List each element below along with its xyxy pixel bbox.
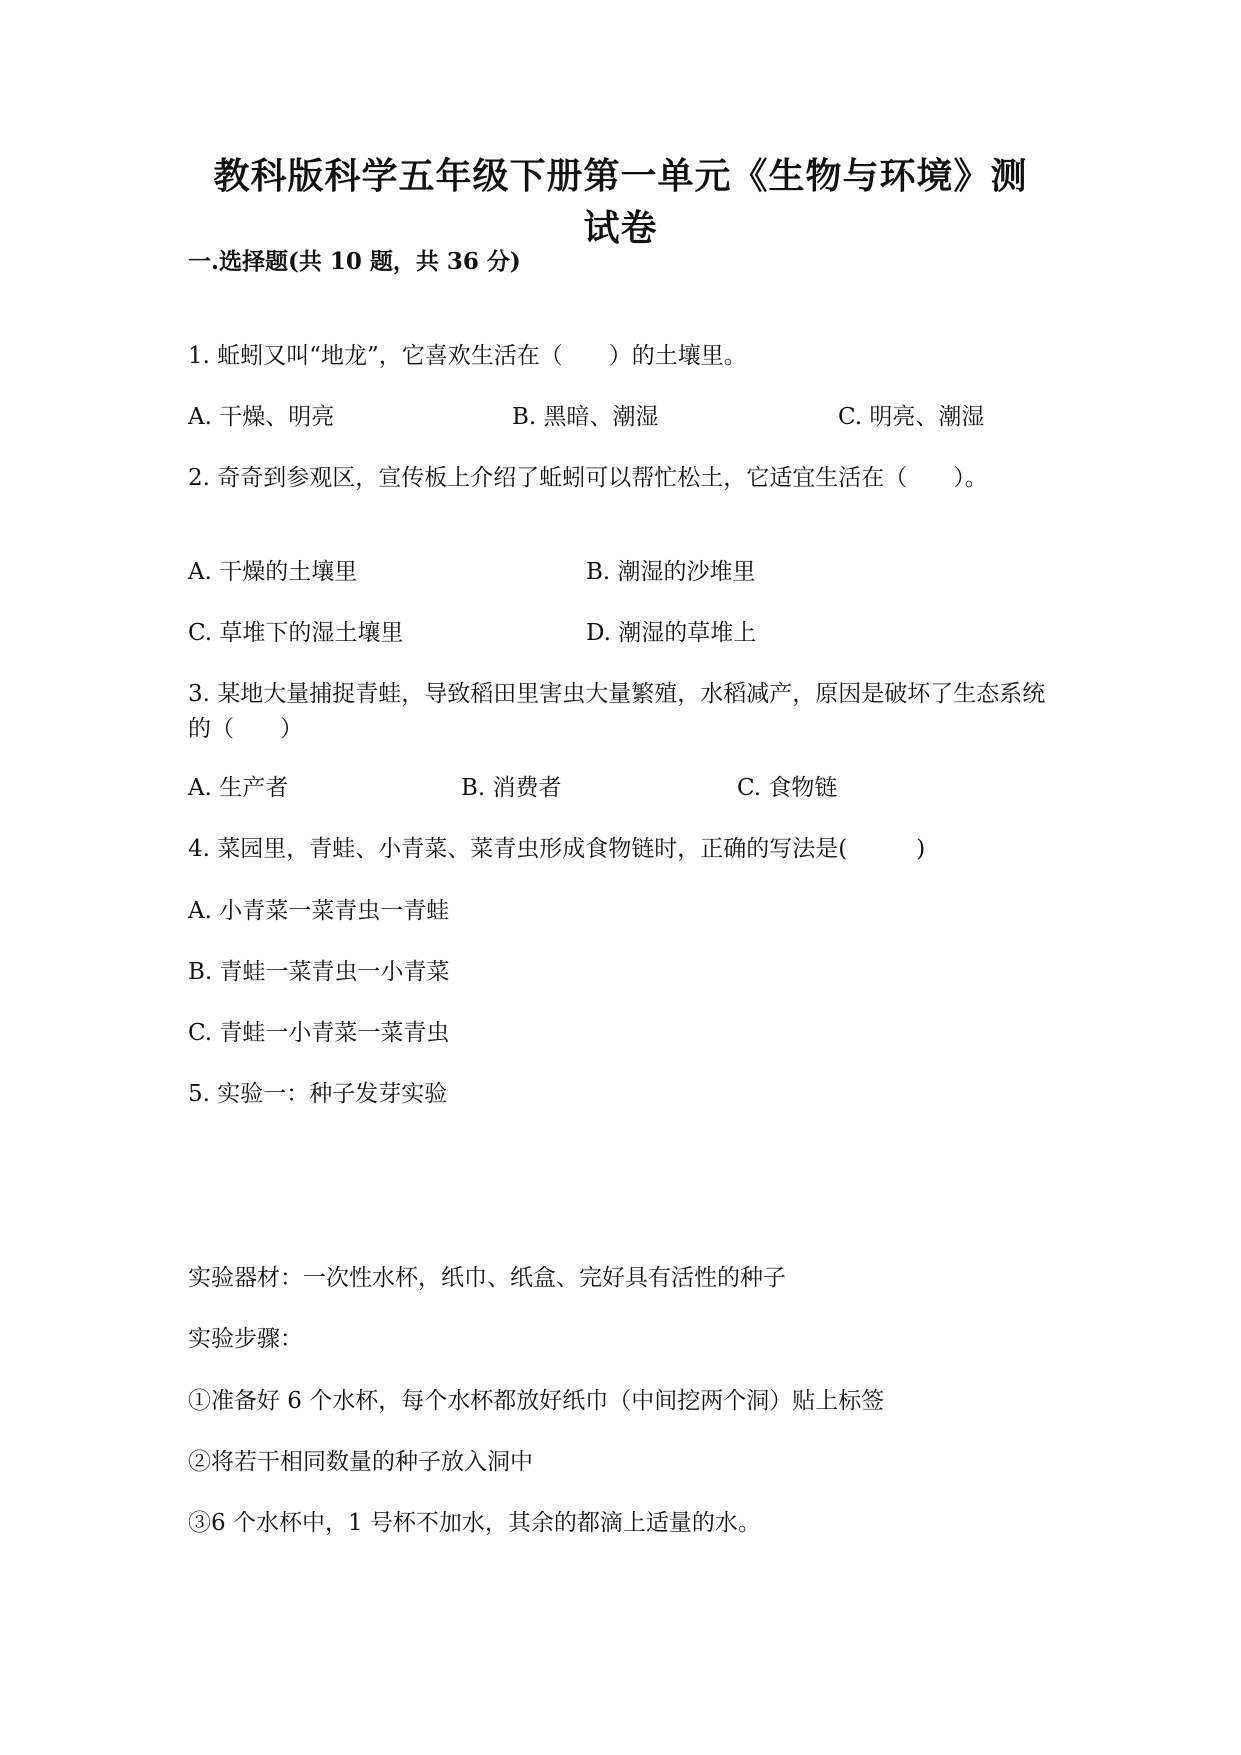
question-2-option-d: D. 潮湿的草堆上 xyxy=(586,620,757,646)
question-2-option-a: A. 干燥的土壤里 xyxy=(188,559,358,585)
question-4-option-c: C. 青蛙一小青菜一菜青虫 xyxy=(188,1020,450,1046)
question-1-option-c: C. 明亮、潮湿 xyxy=(838,404,985,430)
experiment-step-2: ②将若干相同数量的种子放入洞中 xyxy=(188,1449,533,1475)
title-line-2: 试卷 xyxy=(583,207,658,249)
question-1-option-a: A. 干燥、明亮 xyxy=(188,404,335,430)
document-title xyxy=(150,150,1091,254)
section-heading: 一.选择题(共 10 题，共 36 分) xyxy=(188,248,521,275)
question-1-stem: 1. 蚯蚓又叫“地龙”，它喜欢生活在（ ）的土壤里。 xyxy=(188,343,747,369)
title-line-1: 教科版科学五年级下册第一单元《生物与环境》测 xyxy=(213,155,1028,197)
question-3-option-c: C. 食物链 xyxy=(737,775,838,801)
question-4-option-a: A. 小青菜一菜青虫一青蛙 xyxy=(188,898,450,924)
question-3-option-b: B. 消费者 xyxy=(461,775,562,801)
question-2-option-b: B. 潮湿的沙堆里 xyxy=(586,559,756,585)
question-1-option-b: B. 黑暗、潮湿 xyxy=(512,404,659,430)
question-3-stem: 3. 某地大量捕捉青蛙，导致稻田里害虫大量繁殖，水稻减产，原因是破坏了生态系统的（ ） xyxy=(188,681,1046,742)
experiment-steps-label: 实验步骤： xyxy=(188,1326,303,1352)
question-5-stem: 5. 实验一：种子发芽实验 xyxy=(188,1081,448,1107)
question-2-stem: 2. 奇奇到参观区，宣传板上介绍了蚯蚓可以帮忙松土，它适宜生活在（ ）。 xyxy=(188,465,988,491)
question-4-option-b: B. 青蛙一菜青虫一小青菜 xyxy=(188,959,450,985)
question-4-stem: 4. 菜园里，青蛙、小青菜、菜青虫形成食物链时，正确的写法是( ) xyxy=(188,836,926,862)
question-3-option-a: A. 生产者 xyxy=(188,775,289,801)
experiment-step-3: ③6 个水杯中，1 号杯不加水，其余的都滴上适量的水。 xyxy=(188,1510,761,1536)
experiment-materials: 实验器材：一次性水杯，纸巾、纸盒、完好具有活性的种子 xyxy=(188,1265,786,1291)
experiment-step-1: ①准备好 6 个水杯，每个水杯都放好纸巾（中间挖两个洞）贴上标签 xyxy=(188,1388,885,1414)
question-2-option-c: C. 草堆下的湿土壤里 xyxy=(188,620,404,646)
